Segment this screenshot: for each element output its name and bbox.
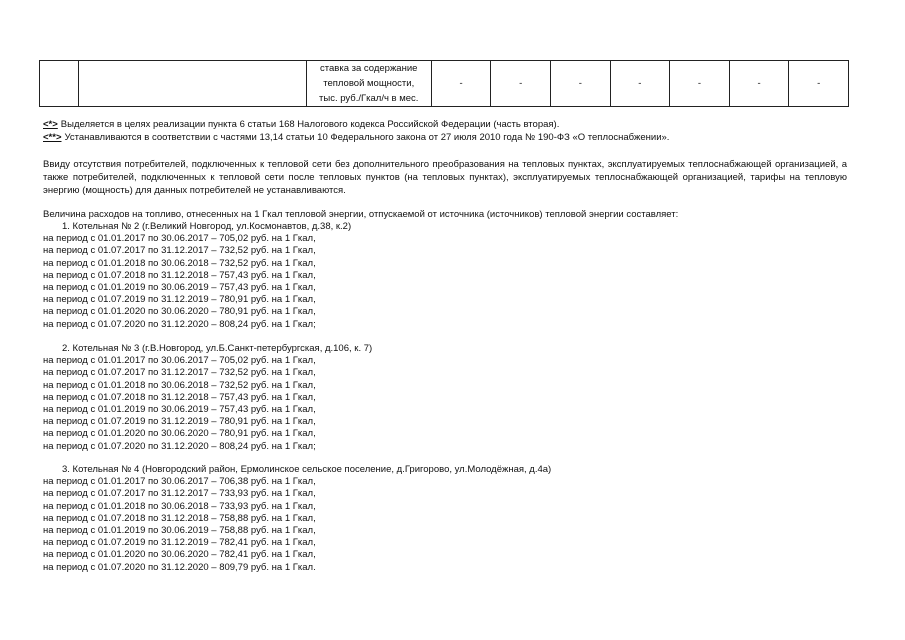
list-item: на период с 01.07.2018 по 31.12.2018 – 757,43 руб. на 1 Гкал, xyxy=(43,269,316,281)
boiler-section xyxy=(43,343,372,453)
list-item: на период с 01.01.2020 по 30.06.2020 – 780,91 руб. на 1 Гкал, xyxy=(43,306,316,318)
table-cell-value: - xyxy=(610,61,670,107)
label-line: тыс. руб./Гкал/ч в мес. xyxy=(319,93,419,104)
list-item: на период с 01.01.2019 по 30.06.2019 – 758,88 руб. на 1 Гкал, xyxy=(43,525,316,537)
table-row xyxy=(40,61,849,107)
list-item: на период с 01.01.2019 по 30.06.2019 – 757,43 руб. на 1 Гкал, xyxy=(43,282,316,294)
list-item: на период с 01.07.2018 по 31.12.2018 – 757,43 руб. на 1 Гкал, xyxy=(43,391,316,403)
list-item: на период с 01.07.2020 по 31.12.2020 – 809,79 руб. на 1 Гкал. xyxy=(43,561,316,573)
table-cell-value: - xyxy=(670,61,730,107)
list-item: на период с 01.01.2019 по 30.06.2019 – 757,43 руб. на 1 Гкал, xyxy=(43,404,316,416)
table-cell-empty xyxy=(79,61,306,107)
list-item: на период с 01.07.2020 по 31.12.2020 – 808,24 руб. на 1 Гкал; xyxy=(43,318,316,330)
table-cell-value: - xyxy=(789,61,849,107)
boiler-section xyxy=(43,221,351,331)
footnote-mark: <*> xyxy=(43,119,58,130)
footnote-mark: <**> xyxy=(43,132,62,143)
tariff-table xyxy=(39,60,849,107)
section-heading: 2. Котельная № 3 (г.В.Новгород, ул.Б.Санкт-петербургская, д.106, к. 7) xyxy=(62,343,373,354)
list-item: на период с 01.01.2018 по 30.06.2018 – 733,93 руб. на 1 Гкал, xyxy=(43,500,316,512)
table-cell-empty xyxy=(40,61,79,107)
list-item: на период с 01.07.2020 по 31.12.2020 – 808,24 руб. на 1 Гкал; xyxy=(43,440,316,452)
info-paragraph: Ввиду отсутствия потребителей, подключенных к тепловой сети без дополнительного преобразования на тепловых пунктах, эксплуатируемых теплоснабжающей организацией, а также потребителей, подключенных к тепловой сети после тепловых пунктов (на тепловых пунктах), эксплуатируемых теплоснабжающей организацией, тарифы на тепловую энергию (мощность) для данных потребителей не устанавливаются. xyxy=(43,159,847,196)
list-item: на период с 01.07.2017 по 31.12.2017 – 733,93 руб. на 1 Гкал, xyxy=(43,488,316,500)
label-line: тепловой мощности, xyxy=(323,78,415,89)
intro-text: Величина расходов на топливо, отнесенных на 1 Гкал тепловой энергии, отпускаемой от источника (источников) тепловой энергии составляет: xyxy=(43,209,679,220)
list-item: на период с 01.01.2018 по 30.06.2018 – 732,52 руб. на 1 Гкал, xyxy=(43,379,316,391)
list-item: на период с 01.01.2017 по 30.06.2017 – 705,02 руб. на 1 Гкал, xyxy=(43,355,316,367)
list-item: на период с 01.07.2019 по 31.12.2019 – 782,41 руб. на 1 Гкал, xyxy=(43,537,316,549)
footnote xyxy=(43,119,559,130)
list-item: на период с 01.07.2018 по 31.12.2018 – 758,88 руб. на 1 Гкал, xyxy=(43,512,316,524)
list-item: на период с 01.01.2017 по 30.06.2017 – 706,38 руб. на 1 Гкал, xyxy=(43,476,316,488)
list-item: на период с 01.01.2018 по 30.06.2018 – 732,52 руб. на 1 Гкал, xyxy=(43,257,316,269)
section-heading: 1. Котельная № 2 (г.Великий Новгород, ул.Космонавтов, д.38, к.2) xyxy=(62,221,352,232)
list-item: на период с 01.01.2020 по 30.06.2020 – 780,91 руб. на 1 Гкал, xyxy=(43,428,316,440)
table-cell-value: - xyxy=(431,61,491,107)
footnote-text: Выделяется в целях реализации пункта 6 статьи 168 Налогового кодекса Российской Федерации (часть вторая). xyxy=(60,119,560,130)
table-cell-label xyxy=(306,61,431,107)
list-item: на период с 01.07.2019 по 31.12.2019 – 780,91 руб. на 1 Гкал, xyxy=(43,294,316,306)
label-line: ставка за содержание xyxy=(320,63,418,74)
section-heading: 3. Котельная № 4 (Новгородский район, Ермолинское сельское поселение, д.Григорово, ул.Молодёжная, д.4а) xyxy=(62,464,552,475)
table-cell-value: - xyxy=(551,61,611,107)
list-item: на период с 01.07.2017 по 31.12.2017 – 732,52 руб. на 1 Гкал, xyxy=(43,245,316,257)
list-item: на период с 01.01.2017 по 30.06.2017 – 705,02 руб. на 1 Гкал, xyxy=(43,233,316,245)
list-item: на период с 01.07.2017 по 31.12.2017 – 732,52 руб. на 1 Гкал, xyxy=(43,367,316,379)
footnote-text: Устанавливаются в соответствии с частями 13,14 статьи 10 Федерального закона от 27 июля 2010 года № 190-ФЗ «О теплоснабжении». xyxy=(64,132,670,143)
boiler-section xyxy=(43,464,551,574)
table-cell-value: - xyxy=(729,61,789,107)
list-item: на период с 01.07.2019 по 31.12.2019 – 780,91 руб. на 1 Гкал, xyxy=(43,416,316,428)
list-item: на период с 01.01.2020 по 30.06.2020 – 782,41 руб. на 1 Гкал, xyxy=(43,549,316,561)
footnote xyxy=(43,132,669,143)
table-cell-value: - xyxy=(491,61,551,107)
